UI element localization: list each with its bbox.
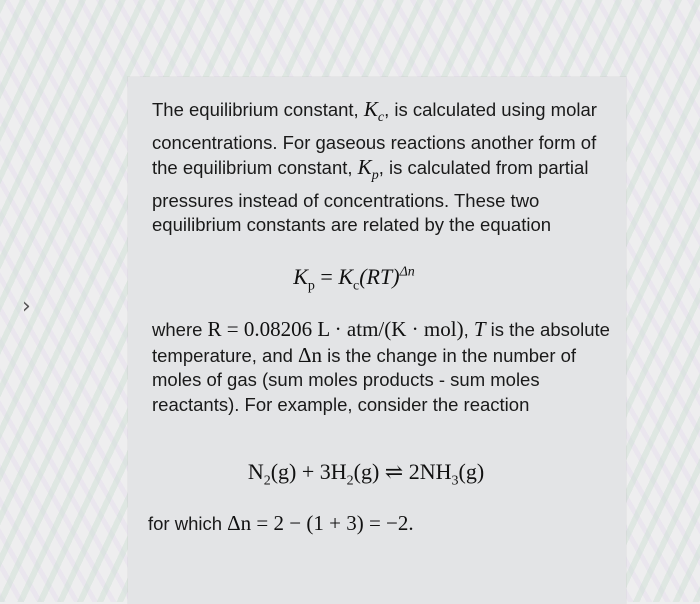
kp-base: K xyxy=(357,155,372,180)
eq1-rt-term: (RT) xyxy=(359,264,400,289)
intro-text-1: The equilibrium constant, xyxy=(152,99,364,120)
eq2-part-2: (g) ⇌ 2NH xyxy=(353,459,452,484)
kp-kc-equation xyxy=(4,264,700,294)
def-text-2: , xyxy=(463,319,474,340)
eq1-equals: = xyxy=(314,264,339,289)
temperature-symbol: T xyxy=(473,317,486,341)
kp-symbol xyxy=(357,155,379,184)
definition-paragraph xyxy=(152,317,614,417)
delta-n-symbol: Δn xyxy=(298,342,323,367)
reaction-equation xyxy=(16,459,700,489)
eq2-h-subscript: 2 xyxy=(346,473,354,489)
def-text-4: is the change in the number of moles of gas (sum moles products - sum moles reactants). For example, consider the reaction xyxy=(152,344,577,415)
kc-symbol xyxy=(363,97,385,126)
def-text-1: where xyxy=(152,319,208,340)
eq2-nh-subscript: 3 xyxy=(451,473,459,489)
kc-subscript: c xyxy=(377,110,385,126)
eq1-lhs-base: K xyxy=(293,264,308,289)
gas-constant-expression: R = 0.08206 L · atm/(K · mol) xyxy=(207,317,464,341)
intro-text-2: , is calculated using molar concentrations. For gaseous reactions another form of the equilibrium constant, xyxy=(152,99,597,179)
conclusion-text: for which xyxy=(148,513,228,534)
eq2-n-subscript: 2 xyxy=(263,473,271,489)
kc-base: K xyxy=(363,97,378,121)
eq1-rhs-subscript: c xyxy=(353,278,360,294)
intro-text-3: , is calculated from partial pressures instead of concentrations. These two equilibrium constants are related by the equation xyxy=(152,157,589,236)
eq2-nitrogen: N xyxy=(247,459,264,484)
kp-subscript: p xyxy=(371,168,379,184)
def-text-3: is the absolute temperature, and xyxy=(152,319,610,366)
eq2-part-1: (g) + 3H xyxy=(270,459,347,484)
intro-paragraph xyxy=(152,97,614,238)
chevron-right-icon[interactable]: › xyxy=(22,294,31,319)
delta-n-calculation: Δn = 2 − (1 + 3) = −2. xyxy=(227,511,414,535)
eq1-lhs-subscript: p xyxy=(307,278,315,294)
eq1-rhs-base: K xyxy=(338,264,354,289)
conclusion-paragraph xyxy=(148,511,610,537)
eq1-exponent: Δn xyxy=(399,264,415,280)
eq2-part-3: (g) xyxy=(458,459,485,484)
